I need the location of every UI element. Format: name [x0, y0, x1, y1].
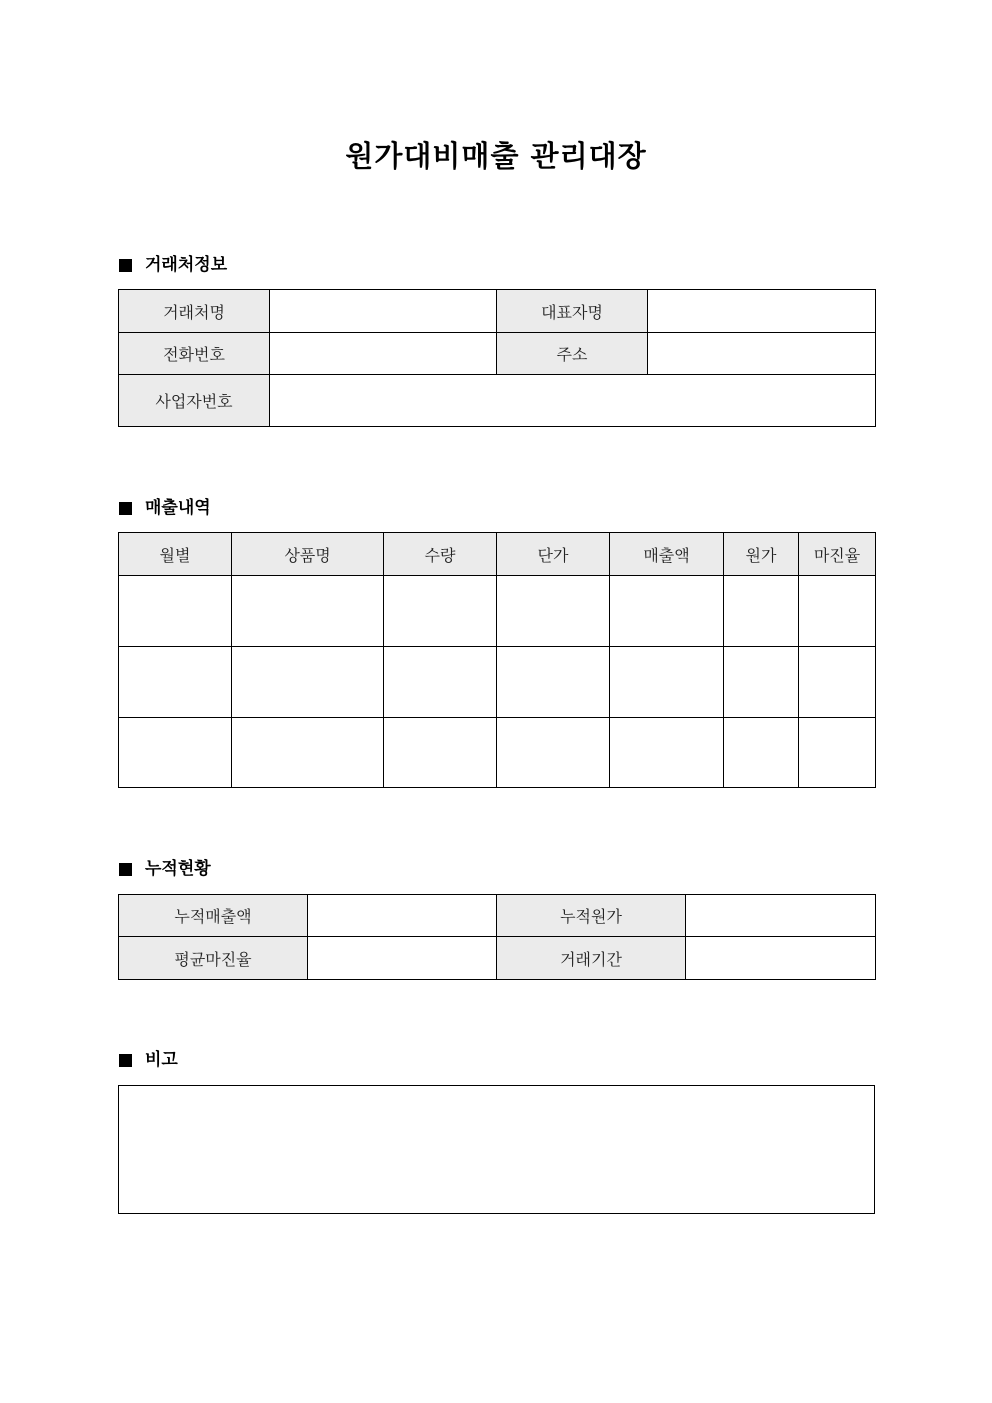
cell-cost[interactable] [724, 576, 799, 647]
column-header-sales-amount: 매출액 [610, 533, 724, 576]
representative-field[interactable] [648, 290, 876, 333]
cell-product[interactable] [232, 647, 384, 718]
cell-quantity[interactable] [384, 647, 497, 718]
sales-header-row [119, 533, 876, 576]
section-heading-label: 비고 [145, 1050, 178, 1070]
square-bullet-icon [119, 502, 132, 515]
avg-margin-field[interactable] [308, 937, 497, 980]
total-sales-field[interactable] [308, 895, 497, 937]
cell-margin[interactable] [799, 718, 876, 788]
column-header-product: 상품명 [232, 533, 384, 576]
cell-unit-price[interactable] [497, 647, 610, 718]
period-field[interactable] [686, 937, 876, 980]
cell-quantity[interactable] [384, 576, 497, 647]
label-total-cost: 누적원가 [497, 895, 686, 937]
cell-product[interactable] [232, 718, 384, 788]
label-total-sales: 누적매출액 [119, 895, 308, 937]
table-row [119, 647, 876, 718]
cell-margin[interactable] [799, 647, 876, 718]
square-bullet-icon [119, 863, 132, 876]
column-header-cost: 원가 [724, 533, 799, 576]
cell-quantity[interactable] [384, 718, 497, 788]
cell-unit-price[interactable] [497, 718, 610, 788]
client-name-field[interactable] [270, 290, 497, 333]
cell-month[interactable] [119, 718, 232, 788]
table-row [119, 718, 876, 788]
cell-cost[interactable] [724, 718, 799, 788]
label-period: 거래기간 [497, 937, 686, 980]
label-representative: 대표자명 [497, 290, 648, 333]
address-field[interactable] [648, 333, 876, 375]
column-header-unit-price: 단가 [497, 533, 610, 576]
column-header-month: 월별 [119, 533, 232, 576]
section-heading-client-info [119, 253, 227, 277]
section-heading-label: 거래처정보 [145, 255, 228, 275]
cell-sales-amount[interactable] [610, 718, 724, 788]
cell-product[interactable] [232, 576, 384, 647]
client-info-table [118, 289, 876, 427]
total-cost-field[interactable] [686, 895, 876, 937]
section-heading-cumulative [119, 857, 211, 881]
label-business-number: 사업자번호 [119, 375, 270, 427]
cell-sales-amount[interactable] [610, 647, 724, 718]
square-bullet-icon [119, 1054, 132, 1067]
label-client-name: 거래처명 [119, 290, 270, 333]
phone-field[interactable] [270, 333, 497, 375]
square-bullet-icon [119, 259, 132, 272]
cell-cost[interactable] [724, 647, 799, 718]
column-header-margin: 마진율 [799, 533, 876, 576]
cell-month[interactable] [119, 576, 232, 647]
cell-margin[interactable] [799, 576, 876, 647]
cumulative-table [118, 894, 876, 980]
remarks-field[interactable] [119, 1086, 875, 1214]
cell-unit-price[interactable] [497, 576, 610, 647]
business-number-field[interactable] [270, 375, 876, 427]
section-heading-remarks [119, 1048, 178, 1072]
section-heading-sales [119, 496, 211, 520]
cell-sales-amount[interactable] [610, 576, 724, 647]
sales-table [118, 532, 876, 788]
page-title: 원가대비매출 관리대장 [345, 139, 647, 173]
label-phone: 전화번호 [119, 333, 270, 375]
table-row [119, 576, 876, 647]
remarks-table [118, 1085, 875, 1214]
column-header-quantity: 수량 [384, 533, 497, 576]
label-avg-margin: 평균마진율 [119, 937, 308, 980]
label-address: 주소 [497, 333, 648, 375]
section-heading-label: 누적현황 [145, 859, 211, 879]
section-heading-label: 매출내역 [145, 498, 211, 518]
cell-month[interactable] [119, 647, 232, 718]
